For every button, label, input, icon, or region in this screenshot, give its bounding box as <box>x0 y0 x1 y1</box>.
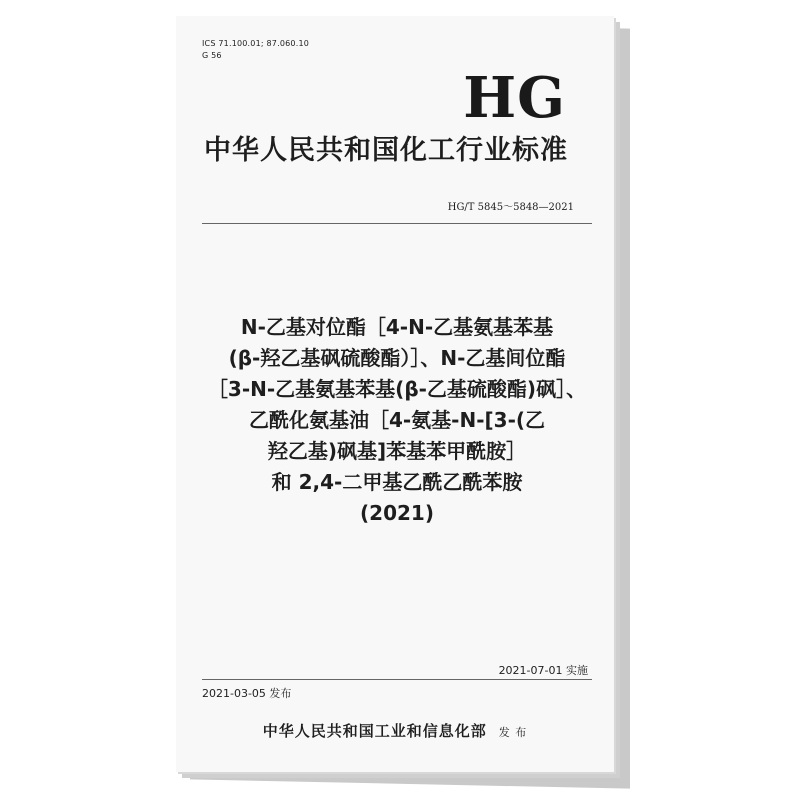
ics-code: ICS 71.100.01; 87.060.10 <box>202 39 310 48</box>
standard-category-title: 中华人民共和国化工行业标准 <box>204 135 568 166</box>
classification-codes <box>202 38 309 62</box>
title-line: 乙酰化氨基油［4-氨基-N-[3-(乙 <box>248 408 546 432</box>
title-line: (β-羟乙基砜硫酸酯）］、N-乙基间位酯 <box>228 346 566 370</box>
document-title <box>196 312 598 529</box>
publisher-suffix: 发 布 <box>498 726 528 739</box>
publisher-name: 中华人民共和国工业和信息化部 <box>262 722 487 740</box>
title-line: N-乙基对位酯［4-N-乙基氨基苯基 <box>240 315 554 339</box>
ccs-code: G 56 <box>202 51 222 60</box>
publisher <box>176 720 614 741</box>
hg-logo: HG <box>463 65 566 131</box>
standard-cover <box>176 16 614 772</box>
effective-date: 2021-07-01 实施 <box>498 664 588 677</box>
title-line: 羟乙基)砜基]苯基苯甲酰胺］ <box>267 439 527 463</box>
footer-divider <box>202 679 592 680</box>
title-line: 和 2,4-二甲基乙酰乙酰苯胺 <box>271 470 523 494</box>
title-line: (2021) <box>360 501 434 525</box>
title-line: ［3-N-乙基氨基苯基(β-乙基硫酸酯)砜］、 <box>207 377 587 401</box>
release-date: 2021-03-05 发布 <box>202 687 292 700</box>
standard-number: HG/T 5845～5848—2021 <box>447 202 574 213</box>
header-divider <box>202 223 592 224</box>
